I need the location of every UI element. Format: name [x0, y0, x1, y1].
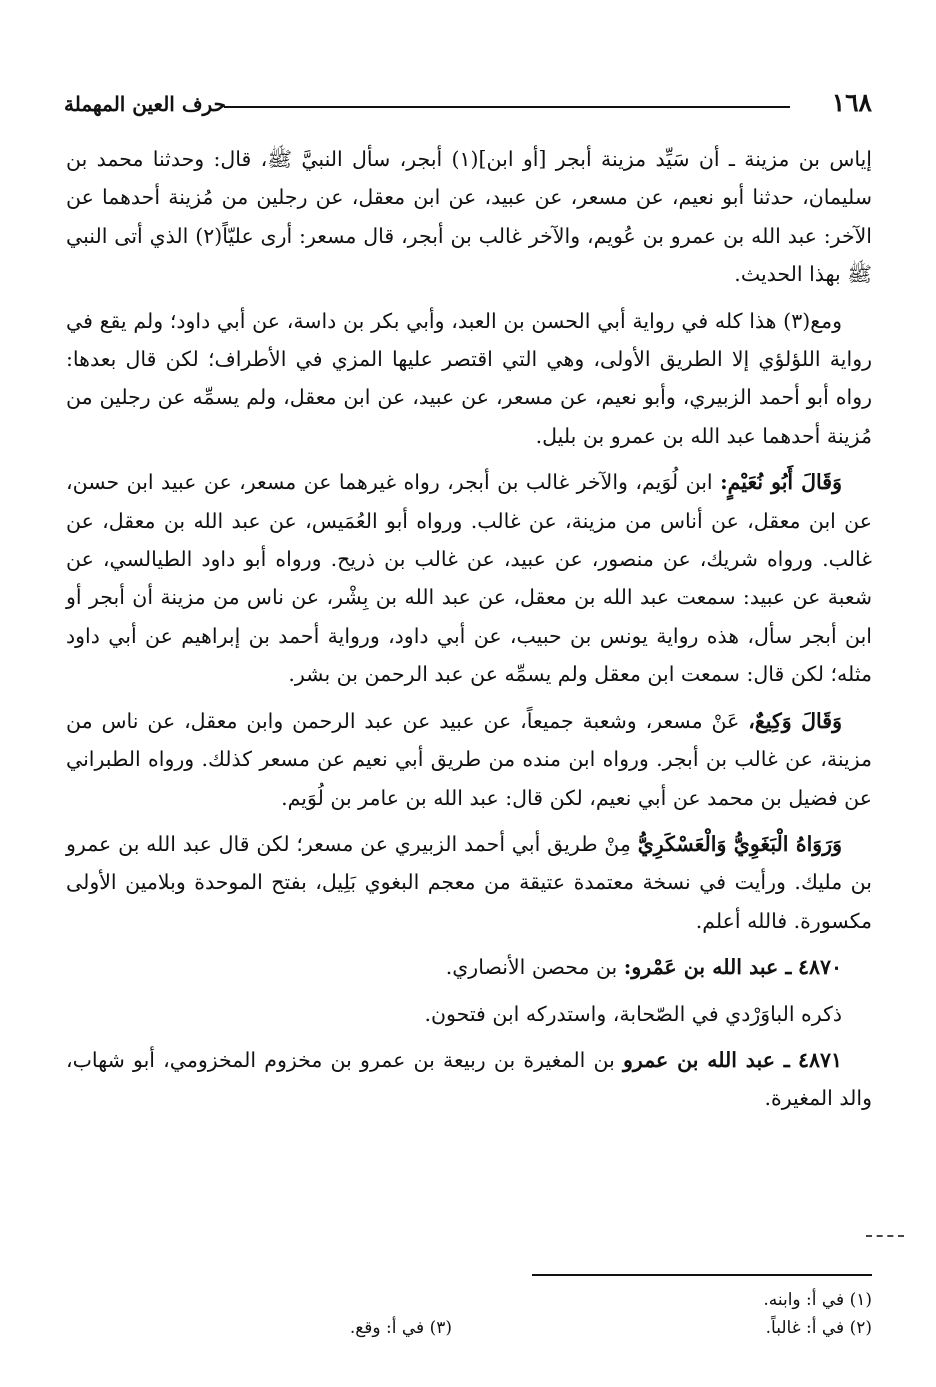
entry-4870	[66, 948, 872, 986]
entry-number: ٤٨٧١	[797, 1047, 842, 1072]
entry-name: ـ عبد الله بن عمرو	[623, 1047, 790, 1072]
entry-name: ـ عبد الله بن عَمْرو:	[623, 955, 792, 980]
main-text	[66, 140, 872, 1126]
paragraph-text: ومع(٣) هذا كله في رواية أبي الحسن بن العبد، وأبي بكر بن داسة، عن أبي داود؛ ولم يقع في رواية اللؤلؤي إلا الطريق الأولى، وهي التي اقتصر عليها المزي في الأطراف؛ لكن قال بعدها: رواه أبو أحمد الزبيري، وأبو نعيم، عن مسعر، عن عبيد، عن ابن معقل، ولم يسمِّه عن رجلين من مُزينة أحدهما عبد الله بن عمرو بن بليل.	[66, 308, 872, 448]
paragraph-text: عَنْ مسعر، وشعبة جميعاً، عن عبيد عن عبد الرحمن وابن معقل، عن ناس من مزينة، عن غالب بن أبجر. ورواه ابن منده من طريق أبي نعيم عن مسعر كذلك. ورواه الطبراني عن فضيل بن محمد عن أبي نعيم، لكن قال: عبد الله بن عامر بن لُوَيم.	[66, 708, 872, 810]
footnote-2: (٢) في أ: غالباً.	[765, 1318, 872, 1338]
paragraph-2	[66, 302, 872, 456]
footnote-rule	[532, 1274, 872, 1276]
page-number: ١٦٨	[831, 88, 872, 117]
paragraph-lead: وَقَالَ وَكِيعٌ،	[748, 708, 842, 733]
paragraph-4	[66, 702, 872, 817]
entry-4871	[66, 1041, 872, 1118]
paragraph-lead: وَقَالَ أَبُو نُعَيْمٍ:	[720, 470, 842, 495]
paragraph-1	[66, 140, 872, 294]
paragraph-5	[66, 825, 872, 940]
footnote-1: (١) في أ: وابنه.	[763, 1290, 872, 1310]
page-header	[64, 88, 872, 120]
footnotes	[92, 1286, 872, 1342]
chapter-title: حرف العين المهملة	[64, 92, 226, 116]
paragraph-lead: وَرَوَاهُ الْبَغَوِيُّ وَالْعَسْكَرِيُّ	[637, 831, 842, 856]
footnote-line-1	[92, 1286, 872, 1314]
paragraph-text: إياس بن مزينة ـ أن سَيِّد مزينة أبجر [أو ابن](١) أبجر، سأل النبيَّ ﷺ، قال: وحدثنا محمد بن سليمان، حدثنا أبو نعيم، عن مسعر، عن عبيد، عن ابن معقل، عن رجلين من مُزينة أحدهما عن الآخر: عبد الله بن عمرو بن عُويم، والآخر غالب بن أبجر، قال مسعر: أرى عليّاً(٢) الذي أتى النبي ﷺ بهذا الحديث.	[66, 147, 873, 287]
footnote-line-2	[92, 1314, 872, 1342]
entry-text: بن محصن الأنصاري.	[445, 955, 624, 980]
paragraph-3	[66, 463, 872, 693]
header-rule	[224, 106, 790, 108]
paragraph-text: ابن لُوَيم، والآخر غالب بن أبجر، رواه غيرهما عن مسعر، عن عبيد ابن حسن، عن ابن معقل، عن أناس من مزينة، عن غالب. ورواه أبو العُمَيس، عن عبد الله بن معقل، عن غالب. ورواه شريك، عن منصور، عن عبيد، عن غالب بن ذريح. ورواه أبو داود الطيالسي، عن شعبة عن عبيد: سمعت عبد الله بن معقل، عن عبد الله بن بِشْر، عن ناس من مزينة أن أبجر أو ابن أبجر سأل، هذه رواية يونس بن حبيب، عن أبي داود، ورواية أحمد بن إبراهيم عن أبي داود مثله؛ لكن قال: سمعت ابن معقل ولم يسمِّه عن عبد الرحمن بن بشر.	[66, 470, 872, 687]
entry-number: ٤٨٧٠	[797, 955, 842, 980]
footnote-3: (٣) في أ: وقع.	[349, 1318, 452, 1338]
entry-text: بن المغيرة بن ربيعة بن عمرو بن مخزوم المخزومي، أبو شهاب، والد المغيرة.	[66, 1047, 872, 1111]
paragraph-text: مِنْ طريق أبي أحمد الزبيري عن مسعر؛ لكن قال عبد الله بن عمرو بن مليك. ورأيت في نسخة معتمدة عتيقة من معجم البغوي بَلِيل، بفتح الموحدة وبلامين الأولى مكسورة. فالله أعلم.	[66, 831, 872, 933]
entry-4870-note: ذكره الباوَرْدي في الصّحابة، واستدركه ابن فتحون.	[424, 1001, 842, 1026]
margin-dash	[866, 1235, 904, 1237]
